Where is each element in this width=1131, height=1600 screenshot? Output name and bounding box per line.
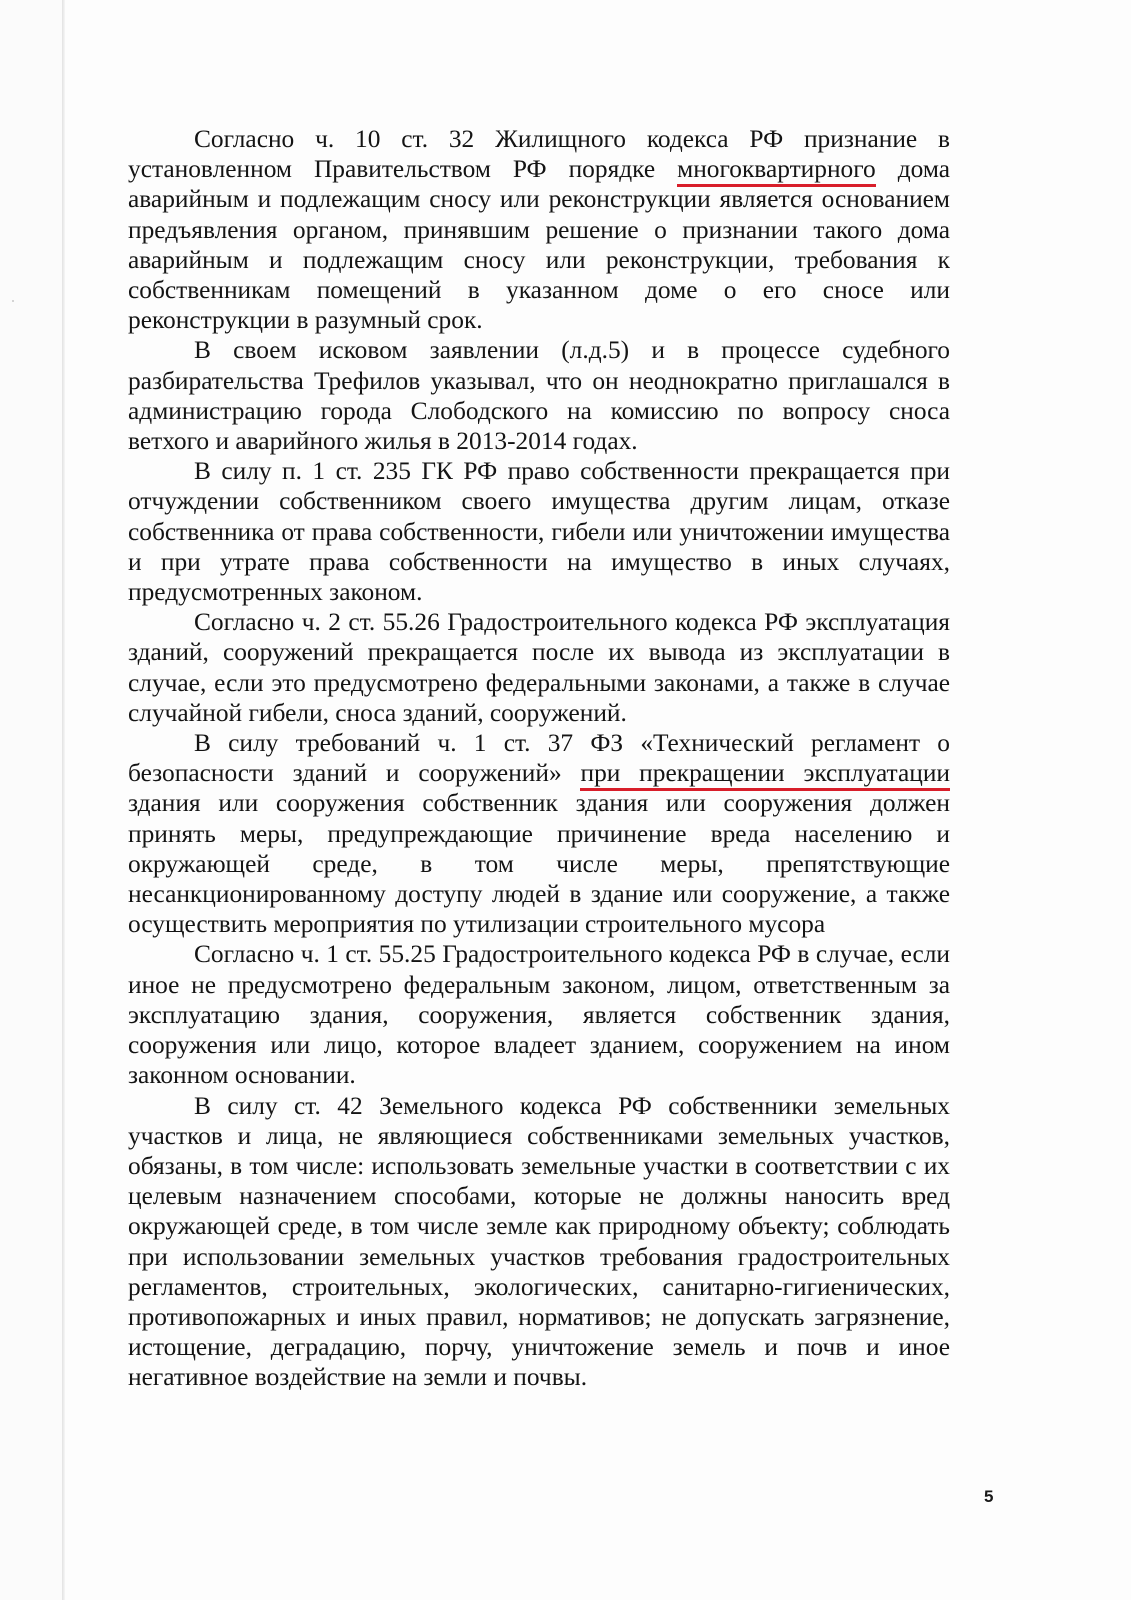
scan-speck <box>12 300 14 302</box>
paragraph-urban-code-55-25: Согласно ч. 1 ст. 55.25 Градостроительного кодекса РФ в случае, если иное не предусмотрено федеральным законом, лицом, ответственным за эксплуатацию здания, сооружения, является собственник здания, сооружения или лицо, которое владеет зданием, сооружением на ином законном основании. <box>128 940 950 1090</box>
paragraph-land-code-42: В силу ст. 42 Земельного кодекса РФ собственники земельных участков и лица, не являющиеся собственниками земельных участков, обязаны, в том числе: использовать земельные участки в соответствии с их целевым назначением способами, которые не должны наносить вред окружающей среде, в том числе земле как природному объекту; соблюдать при использовании земельных участков требования градостроительных регламентов, строительных, экологических, санитарно-гигиенических, противопожарных и иных правил, нормативов; не допускать загрязнение, истощение, деградацию, порчу, уничтожение земель и почв и иное негативное воздействие на земли и почвы. <box>128 1091 950 1392</box>
document-body <box>128 124 950 1393</box>
underlined-phrase-multiapartment: многоквартирного <box>677 155 876 187</box>
paragraph-civil-code-235: В силу п. 1 ст. 235 ГК РФ право собственности прекращается при отчуждении собственником своего имущества другим лицам, отказе собственника от права собственности, гибели или уничтожении имущества и при утрате права собственности на имущество в иных случаях, предусмотренных законом. <box>128 457 950 607</box>
underlined-phrase-termination: при прекращении эксплуатации <box>580 759 950 791</box>
paragraph-technical-regulation <box>128 728 950 939</box>
paragraph-claim-statement: В своем исковом заявлении (л.д.5) и в процессе судебного разбирательства Трефилов указывал, что он неоднократно приглашался в администрацию города Слободского на комиссию по вопросу сноса ветхого и аварийного жилья в 2013-2014 годах. <box>128 336 950 456</box>
paragraph-text-start: Согласно ч. 10 ст. 32 Жилищного кодекса РФ признание в установленном Правительством РФ порядке <box>128 125 950 184</box>
paragraph-housing-code <box>128 124 950 335</box>
paragraph-text-end: дома аварийным и подлежащим сносу или реконструкции является основанием предъявления органом, принявшим решение о признании такого дома аварийным и подлежащим сносу или реконструкции, требования к собственникам помещений в указанном доме о его сносе или реконструкции в разумный срок. <box>128 155 950 335</box>
paragraph-text-start: В силу требований ч. 1 ст. 37 ФЗ «Технический регламент о безопасности зданий и сооружений» <box>128 729 950 788</box>
scan-left-margin <box>0 0 62 1600</box>
paragraph-urban-code-55-26: Согласно ч. 2 ст. 55.26 Градостроительного кодекса РФ эксплуатация зданий, сооружений прекращается после их вывода из эксплуатации в случае, если это предусмотрено федеральными законами, а также в случае случайной гибели, сноса зданий, сооружений. <box>128 608 950 727</box>
paragraph-text-end: здания или сооружения собственник здания или сооружения должен принять меры, предупреждающие причинение вреда населению и окружающей среде, в том числе меры, препятствующие несанкционированному доступу людей в здание или сооружение, а также осуществить мероприятия по утилизации строительного мусора <box>128 789 950 939</box>
scan-page-edge <box>62 0 65 1600</box>
page-number: 5 <box>984 1487 994 1506</box>
